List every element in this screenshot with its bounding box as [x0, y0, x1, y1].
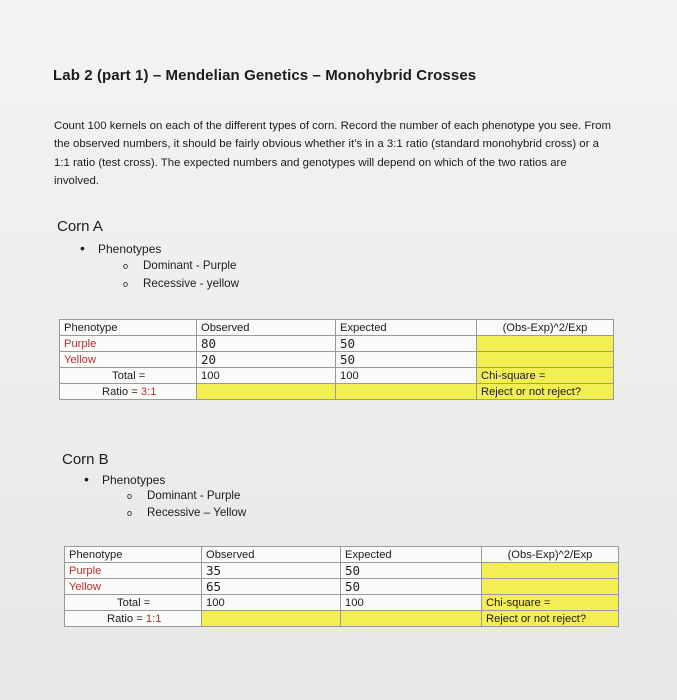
- corn-b-recessive-item: [127, 506, 246, 519]
- header-expected: Expected: [336, 320, 477, 336]
- total-observed: 100: [197, 368, 336, 384]
- ratio-cell: [65, 611, 202, 627]
- corn-b-heading: Corn B: [62, 451, 109, 468]
- row-yellow-expected[interactable]: 50: [336, 352, 477, 368]
- corn-a-phenotypes-bullet: [80, 240, 161, 256]
- corn-a-recessive-item: [123, 277, 239, 290]
- circle-bullet-icon: o: [127, 508, 133, 518]
- total-expected: 100: [336, 368, 477, 384]
- bullet-icon: •: [84, 471, 89, 487]
- circle-bullet-icon: o: [123, 279, 129, 289]
- table-row: [60, 368, 614, 384]
- corn-b-dominant-item: [127, 489, 240, 502]
- total-expected: 100: [341, 595, 482, 611]
- row-yellow-label: Yellow: [65, 579, 202, 595]
- header-observed: Observed: [202, 547, 341, 563]
- chi-square-label[interactable]: Chi-square =: [477, 368, 614, 384]
- ratio-value: 1:1: [145, 612, 162, 625]
- bullet-label: Phenotypes: [98, 242, 162, 256]
- reject-prompt[interactable]: Reject or not reject?: [477, 384, 614, 400]
- ratio-observed-cell[interactable]: [202, 611, 341, 627]
- header-observed: Observed: [197, 320, 336, 336]
- row-yellow-observed[interactable]: 20: [197, 352, 336, 368]
- corn-a-table: [59, 319, 614, 400]
- total-label: Total =: [60, 368, 197, 384]
- ratio-expected-cell[interactable]: [341, 611, 482, 627]
- row-yellow-expected[interactable]: 50: [341, 579, 482, 595]
- sub-label: Recessive - yellow: [143, 277, 239, 290]
- ratio-cell: [60, 384, 197, 400]
- row-purple-chi-cell[interactable]: [482, 563, 619, 579]
- circle-bullet-icon: o: [123, 261, 129, 271]
- row-purple-label: Purple: [65, 563, 202, 579]
- corn-a-dominant-item: [123, 259, 236, 272]
- row-yellow-label: Yellow: [60, 352, 197, 368]
- row-purple-expected[interactable]: 50: [336, 336, 477, 352]
- sub-label: Dominant - Purple: [143, 259, 237, 272]
- corn-b-table: [64, 546, 619, 627]
- row-yellow-observed[interactable]: 65: [202, 579, 341, 595]
- row-purple-expected[interactable]: 50: [341, 563, 482, 579]
- row-purple-observed[interactable]: 35: [202, 563, 341, 579]
- chi-square-label[interactable]: Chi-square =: [482, 595, 619, 611]
- total-label: Total =: [65, 595, 202, 611]
- row-purple-observed[interactable]: 80: [197, 336, 336, 352]
- page-title: Lab 2 (part 1) – Mendelian Genetics – Monohybrid Crosses: [53, 67, 477, 84]
- table-row: [65, 595, 619, 611]
- header-expected: Expected: [341, 547, 482, 563]
- table-row: [60, 352, 614, 368]
- row-purple-label: Purple: [60, 336, 197, 352]
- row-yellow-chi-cell[interactable]: [477, 352, 614, 368]
- table-row: [60, 384, 614, 400]
- row-yellow-chi-cell[interactable]: [482, 579, 619, 595]
- total-observed: 100: [202, 595, 341, 611]
- header-phenotype: Phenotype: [60, 320, 197, 336]
- header-phenotype: Phenotype: [65, 547, 202, 563]
- table-header-row: [60, 320, 614, 336]
- sub-label: Recessive – Yellow: [147, 506, 247, 519]
- intro-paragraph: Count 100 kernels on each of the different types of corn. Record the number of each phenotype you see. From the observed numbers, it should be fairly obvious whether it’s in a 3:1 ratio (standard monohybrid cross) or a 1:1 ratio (test cross). The expected numbers and genotypes will depend on which of the two ratios are involved.: [54, 120, 612, 187]
- bullet-icon: •: [80, 240, 85, 256]
- table-row: [65, 611, 619, 627]
- ratio-label: Ratio =: [107, 612, 146, 625]
- ratio-expected-cell[interactable]: [336, 384, 477, 400]
- table-header-row: [65, 547, 619, 563]
- corn-a-heading: Corn A: [57, 218, 103, 235]
- table-row: [65, 563, 619, 579]
- ratio-value: 3:1: [140, 385, 157, 398]
- ratio-label: Ratio =: [102, 385, 141, 398]
- table-row: [60, 336, 614, 352]
- corn-b-phenotypes-bullet: [84, 471, 165, 487]
- reject-prompt[interactable]: Reject or not reject?: [482, 611, 619, 627]
- circle-bullet-icon: o: [127, 491, 133, 501]
- table-row: [65, 579, 619, 595]
- ratio-observed-cell[interactable]: [197, 384, 336, 400]
- header-chi-component: (Obs-Exp)^2/Exp: [482, 547, 619, 563]
- row-purple-chi-cell[interactable]: [477, 336, 614, 352]
- bullet-label: Phenotypes: [102, 473, 166, 487]
- header-chi-component: (Obs-Exp)^2/Exp: [477, 320, 614, 336]
- sub-label: Dominant - Purple: [147, 489, 241, 502]
